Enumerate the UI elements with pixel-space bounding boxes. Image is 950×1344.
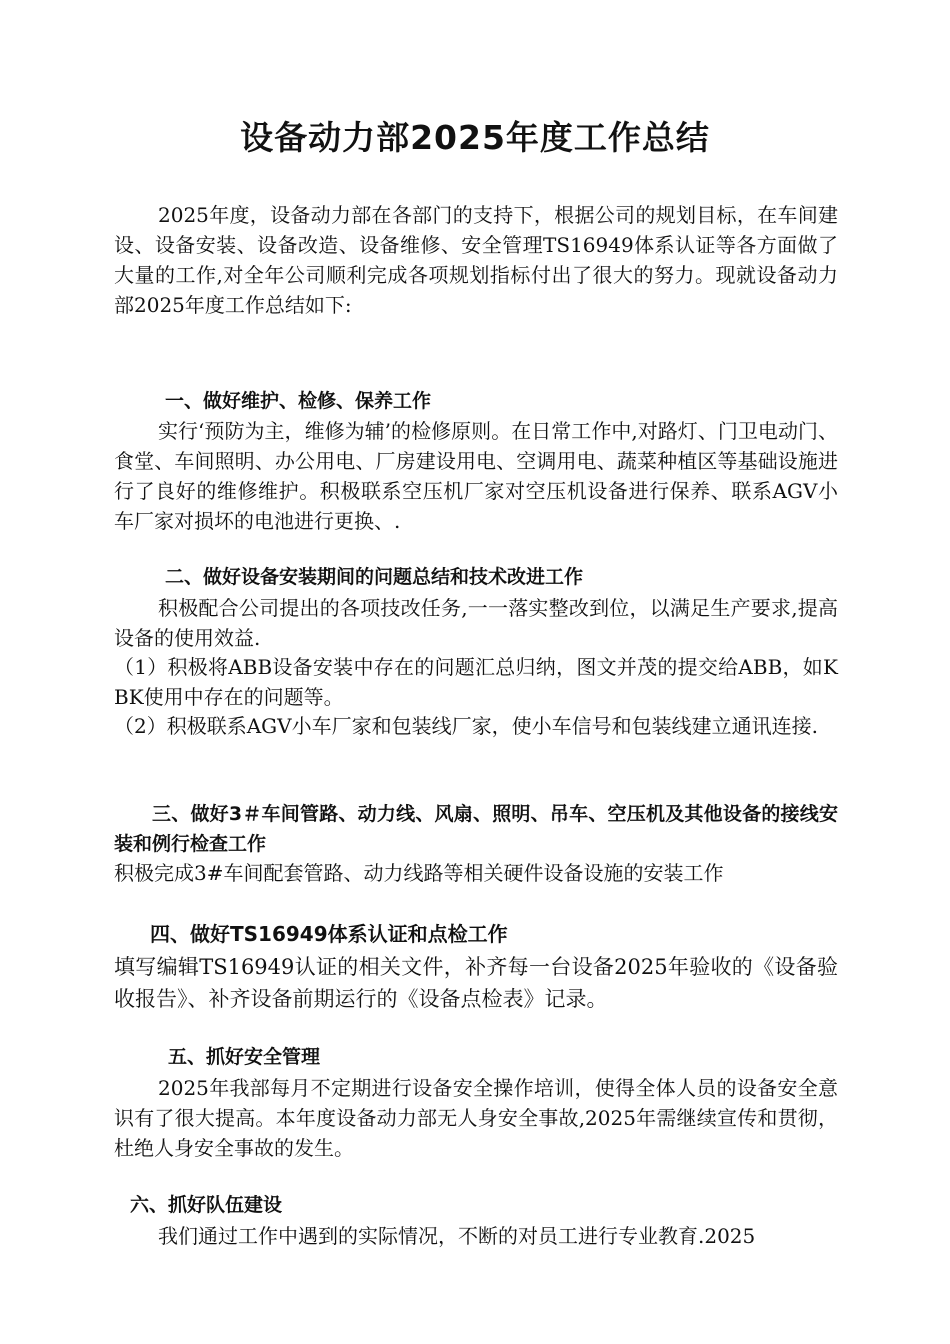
document-title: 设备动力部2025年度工作总结 [240, 118, 710, 157]
section-5-heading: 五、抓好安全管理 [168, 1046, 321, 1068]
section-6-paragraph-1: 我们通过工作中遇到的实际情况，不断的对员工进行专业教育.2025 [158, 1224, 756, 1248]
section-2-paragraph-1: 积极配合公司提出的各项技改任务,一一落实整改到位，以满足生产要求,提高设备的使用效益. [114, 596, 838, 650]
section-6-heading: 六、抓好队伍建设 [130, 1194, 283, 1216]
section-5-paragraph-1: 2025年我部每月不定期进行设备安全操作培训，使得全体人员的设备安全意识有了很大提高。本年度设备动力部无人身安全事故,2025年需继续宣传和贯彻，杜绝人身安全事故的发生。 [114, 1076, 838, 1160]
section-4-paragraph-1: 填写编辑TS16949认证的相关文件，补齐每一台设备2025年验收的《设备验收报告》、补齐设备前期运行的《设备点检表》记录。 [114, 955, 838, 1011]
section-1-heading: 一、做好维护、检修、保养工作 [165, 390, 432, 412]
section-4-heading: 四、做好TS16949体系认证和点检工作 [150, 922, 508, 946]
section-2-paragraph-3: （2）积极联系AGV小车厂家和包装线厂家，使小车信号和包装线建立通讯连接. [114, 714, 818, 738]
section-2-paragraph-2: （1）积极将ABB设备安装中存在的问题汇总归纳，图文并茂的提交给ABB，如KBK使用中存在的问题等。 [114, 655, 838, 709]
section-2-heading: 二、做好设备安装期间的问题总结和技术改进工作 [165, 566, 584, 588]
section-3-heading: 三、做好3＃车间管路、动力线、风扇、照明、吊车、空压机及其他设备的接线安装和例行检查工作 [114, 803, 838, 855]
section-3-paragraph-1: 积极完成3#车间配套管路、动力线路等相关硬件设备设施的安装工作 [114, 861, 724, 885]
intro-paragraph: 2025年度，设备动力部在各部门的支持下，根据公司的规划目标，在车间建设、设备安装、设备改造、设备维修、安全管理TS16949体系认证等各方面做了大量的工作,对全年公司顺利完成各项规划指标付出了很大的努力。现就设备动力部2025年度工作总结如下: [114, 203, 838, 317]
section-1-paragraph-1: 实行‘预防为主，维修为辅’的检修原则。在日常工作中,对路灯、门卫电动门、食堂、车间照明、办公用电、厂房建设用电、空调用电、蔬菜种植区等基础设施进行了良好的维修维护。积极联系空压机厂家对空压机设备进行保养、联系AGV小车厂家对损坏的电池进行更换、. [114, 419, 838, 533]
